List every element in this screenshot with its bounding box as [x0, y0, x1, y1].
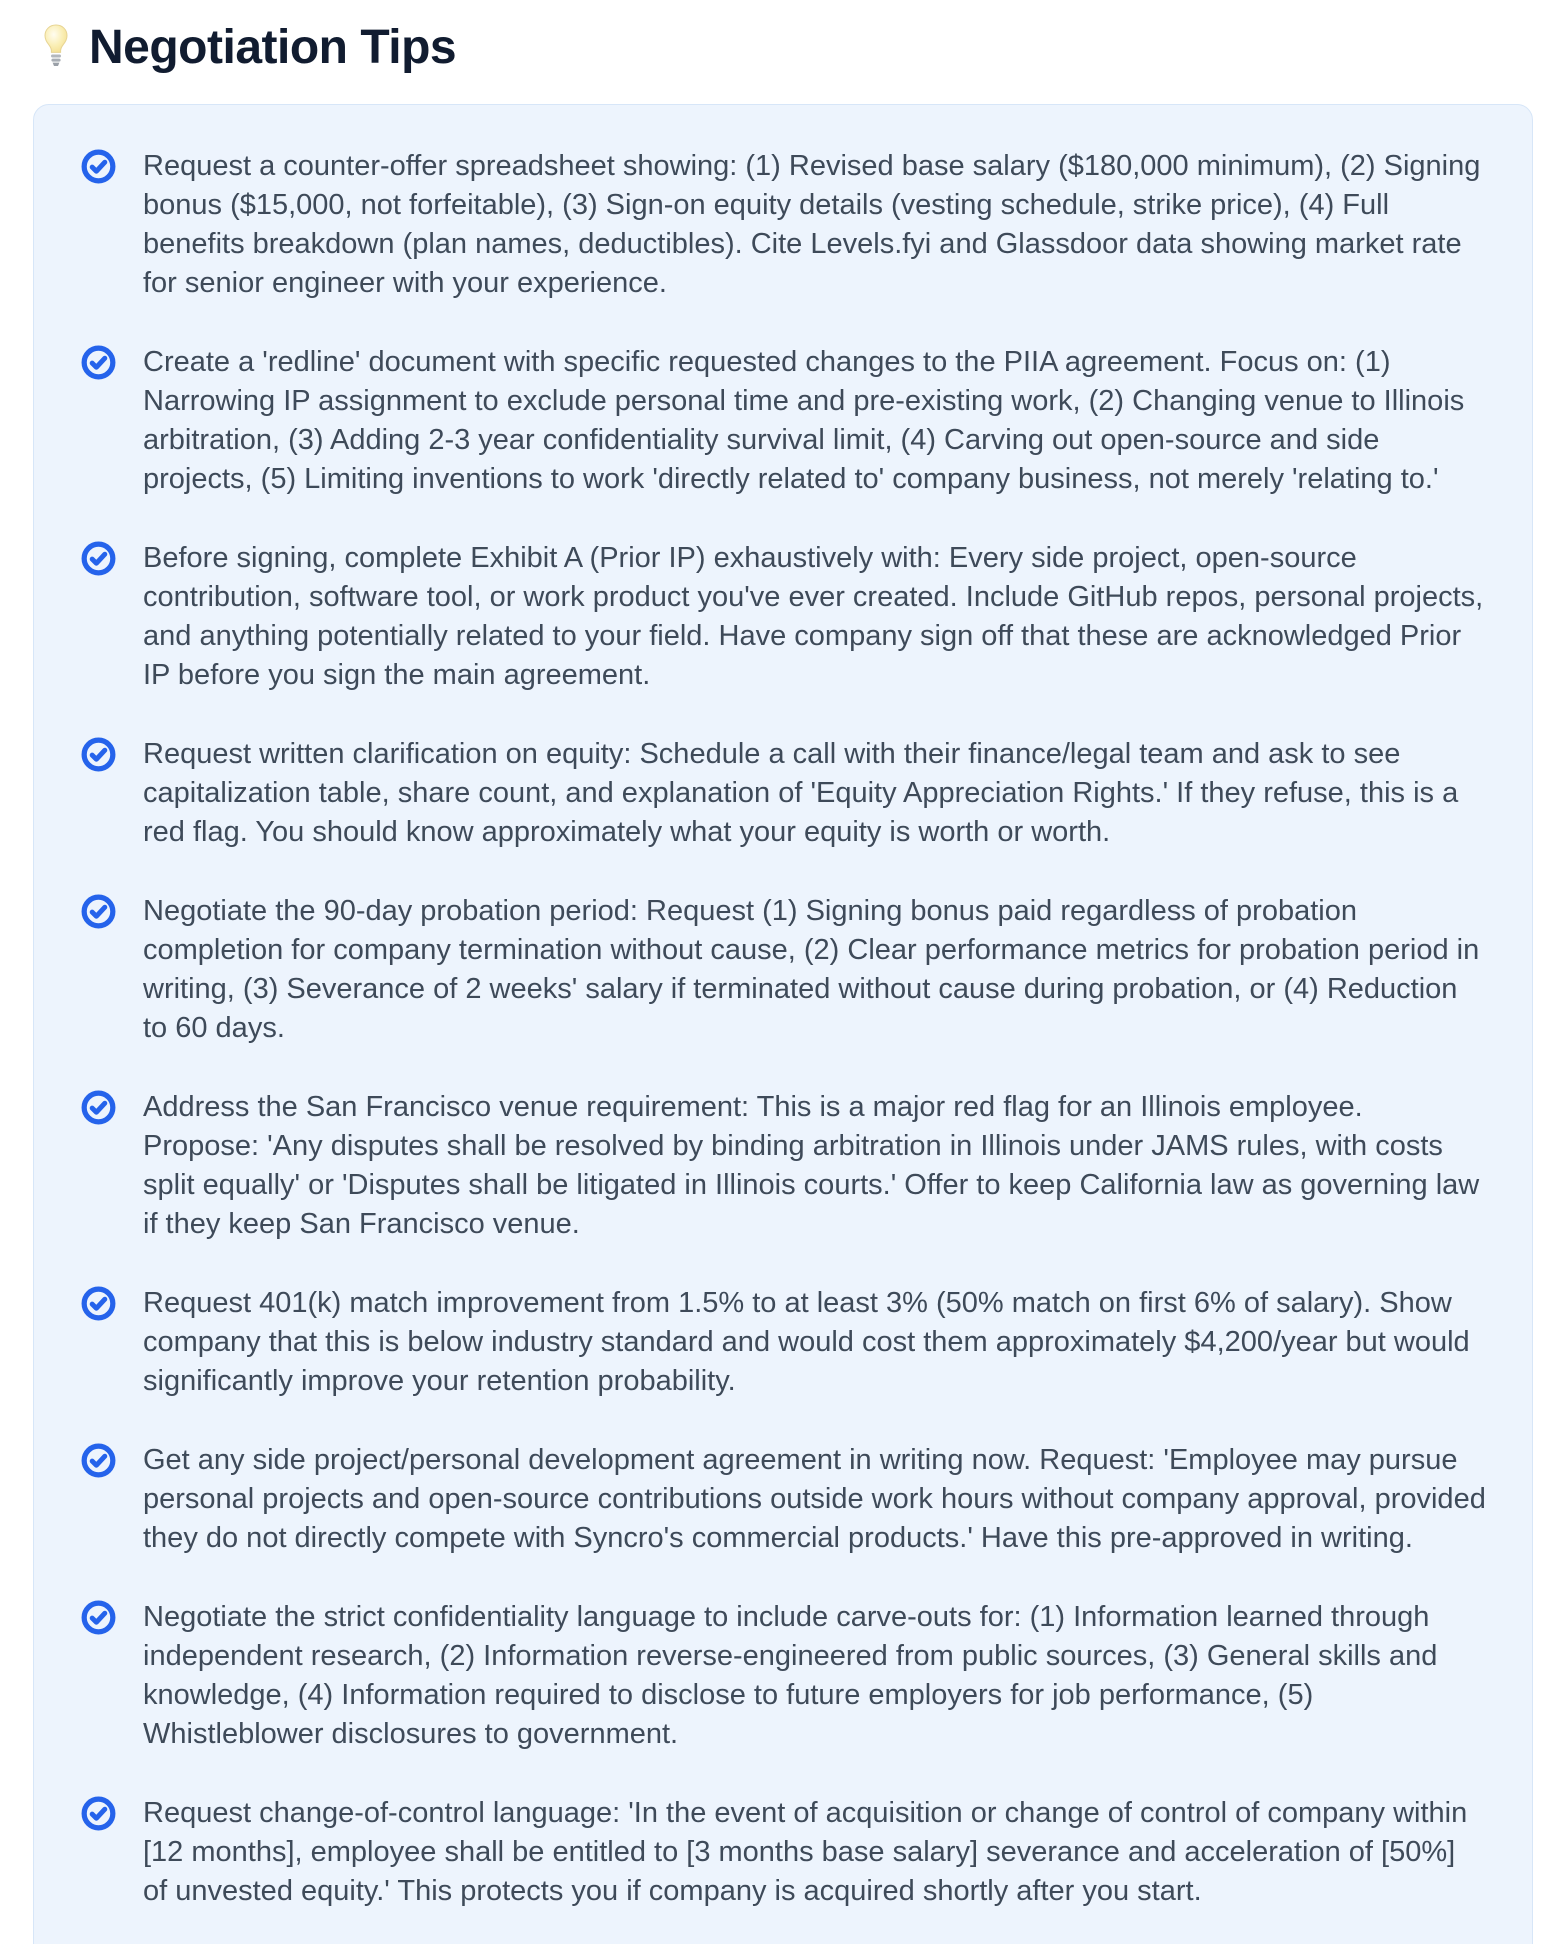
page-header	[43, 20, 1533, 76]
check-circle-icon	[80, 540, 117, 577]
tip-list-item	[80, 1088, 1486, 1244]
tip-list-item	[80, 735, 1486, 852]
tip-list-item	[80, 1794, 1486, 1911]
tip-list-item	[80, 1598, 1486, 1754]
tip-text: Negotiate the 90-day probation period: Request (1) Signing bonus paid regardless of probation completion for company termination without cause, (2) Clear performance metrics for probation period in writing, (3) Severance of 2 weeks' salary if terminated without cause during probation, or (4) Reduction to 60 days.	[143, 895, 1480, 1044]
tip-list-item	[80, 1441, 1486, 1558]
check-circle-icon	[80, 736, 117, 773]
check-circle-icon	[80, 344, 117, 381]
page-title: Negotiation Tips	[89, 21, 457, 74]
tip-text: Request change-of-control language: 'In the event of acquisition or change of control of company within [12 months], employee shall be entitled to [3 months base salary] severance and acceleration of [50%] of unvested equity.' This protects you if company is acquired shortly after you start.	[143, 1797, 1468, 1907]
tip-text: Request written clarification on equity: Schedule a call with their finance/legal team and ask to see capitalization table, share count, and explanation of 'Equity Appreciation Rights.' If they refuse, this is a red flag. You should know approximately what your equity is worth or worth.	[143, 738, 1459, 848]
tip-list-item	[80, 539, 1486, 695]
tip-text: Request a counter-offer spreadsheet showing: (1) Revised base salary ($180,000 minimum), (2) Signing bonus ($15,000, not forfeitable), (3) Sign-on equity details (vesting schedule, strike price), (4) Full benefits breakdown (plan names, deductibles). Cite Levels.fyi and Glassdoor data showing market rate for senior engineer with your experience.	[143, 150, 1481, 299]
tip-text: Request 401(k) match improvement from 1.5% to at least 3% (50% match on first 6% of salary). Show company that this is below industry standard and would cost them approximately $4,200/year but would significantly improve your retention probability.	[143, 1287, 1470, 1397]
page	[0, 20, 1566, 1944]
tip-list-item	[80, 1284, 1486, 1401]
check-circle-icon	[80, 1285, 117, 1322]
check-circle-icon	[80, 148, 117, 185]
tip-list-item	[80, 343, 1486, 499]
tip-text: Create a 'redline' document with specific requested changes to the PIIA agreement. Focus on: (1) Narrowing IP assignment to exclude personal time and pre-existing work, (2) Changing venue to Illinois arbitration, (3) Adding 2-3 year confidentiality survival limit, (4) Carving out open-source and side projects, (5) Limiting inventions to work 'directly related to' company business, not merely 'relating to.'	[143, 346, 1465, 495]
lightbulb-icon	[43, 24, 69, 72]
tip-list-item	[80, 892, 1486, 1048]
check-circle-icon	[80, 1089, 117, 1126]
check-circle-icon	[80, 1442, 117, 1479]
tip-list-item	[80, 147, 1486, 303]
tip-text: Negotiate the strict confidentiality language to include carve-outs for: (1) Information learned through independent research, (2) Information reverse-engineered from public sources, (3) General skills and knowledge, (4) Information required to disclose to future employers for job performance, (5) Whistleblower disclosures to government.	[143, 1601, 1438, 1750]
tip-text: Before signing, complete Exhibit A (Prior IP) exhaustively with: Every side project, open-source contribution, software tool, or work product you've ever created. Include GitHub repos, personal projects, and anything potentially related to your field. Have company sign off that these are acknowledged Prior IP before you sign the main agreement.	[143, 542, 1484, 691]
tip-text: Address the San Francisco venue requirement: This is a major red flag for an Illinois employee. Propose: 'Any disputes shall be resolved by binding arbitration in Illinois under JAMS rules, with costs split equally' or 'Disputes shall be litigated in Illinois courts.' Offer to keep California law as governing law if they keep San Francisco venue.	[143, 1091, 1480, 1240]
tip-text: Get any side project/personal development agreement in writing now. Request: 'Employee may pursue personal projects and open-source contributions outside work hours without company approval, provided they do not directly compete with Syncro's commercial products.' Have this pre-approved in writing.	[143, 1444, 1486, 1554]
check-circle-icon	[80, 1795, 117, 1832]
check-circle-icon	[80, 893, 117, 930]
tips-panel	[33, 104, 1533, 1944]
check-circle-icon	[80, 1599, 117, 1636]
